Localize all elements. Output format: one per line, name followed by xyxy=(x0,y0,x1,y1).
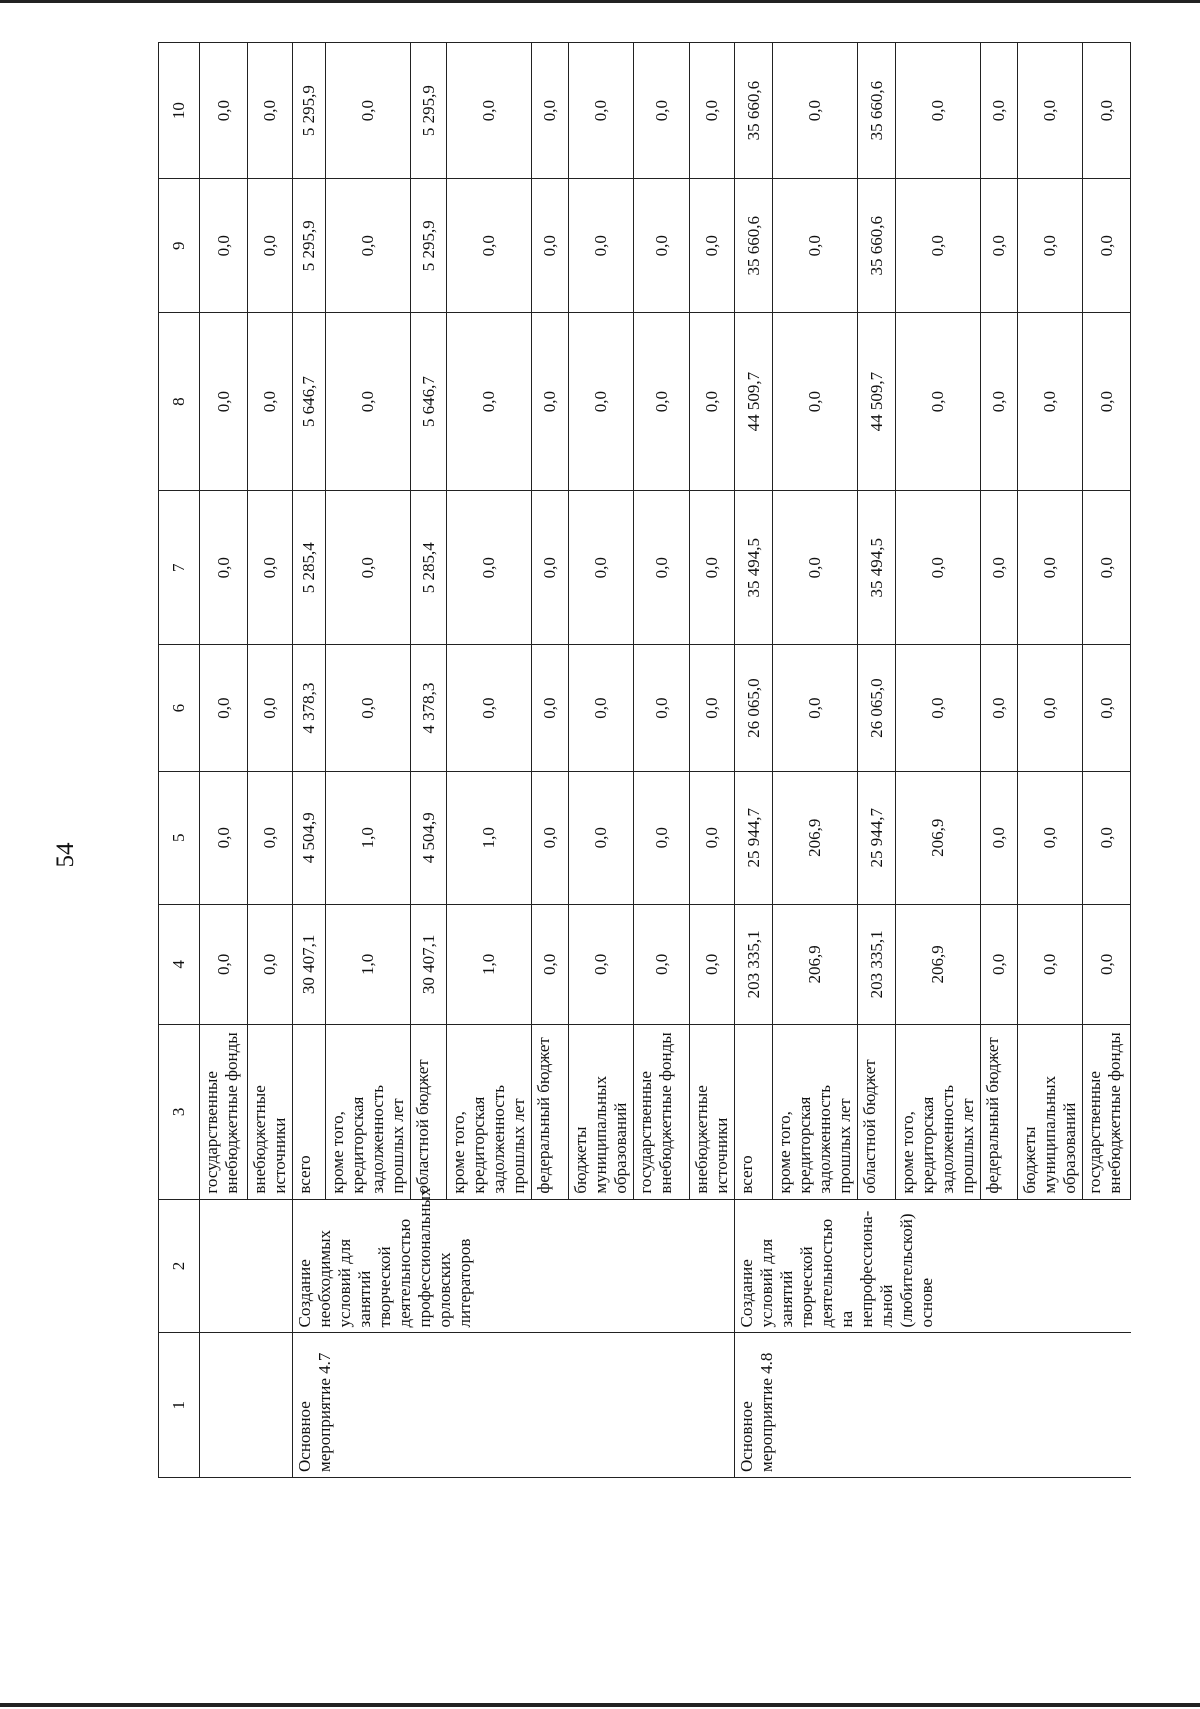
value-cell: 4 504,9 xyxy=(411,771,447,904)
value-cell: 0,0 xyxy=(634,904,690,1025)
value-cell: 0,0 xyxy=(248,179,293,313)
value-cell: 0,0 xyxy=(896,179,981,313)
funding-source-cell: всего xyxy=(293,1025,326,1199)
value-cell: 5 295,9 xyxy=(293,179,326,313)
page-number: 54 xyxy=(52,842,79,868)
value-cell: 0,0 xyxy=(896,313,981,491)
value-cell: 4 378,3 xyxy=(411,645,447,772)
value-cell: 0,0 xyxy=(326,179,411,313)
value-cell: 1,0 xyxy=(447,771,532,904)
value-cell: 0,0 xyxy=(200,491,248,645)
funding-source-cell: государственные внебюджетные фонды xyxy=(200,1025,248,1199)
header-col-4: 4 xyxy=(159,904,200,1025)
value-cell: 1,0 xyxy=(326,904,411,1025)
table-row xyxy=(735,43,773,1478)
value-cell: 0,0 xyxy=(447,491,532,645)
funding-source-cell: бюджеты муниципальных образований xyxy=(569,1025,634,1199)
value-cell: 0,0 xyxy=(1018,645,1083,772)
value-cell: 0,0 xyxy=(569,904,634,1025)
event-description-cell xyxy=(200,1199,293,1333)
value-cell: 0,0 xyxy=(200,771,248,904)
value-cell: 0,0 xyxy=(200,904,248,1025)
value-cell: 30 407,1 xyxy=(293,904,326,1025)
funding-source-cell: государственные внебюджетные фонды xyxy=(634,1025,690,1199)
value-cell: 44 509,7 xyxy=(735,313,773,491)
value-cell: 0,0 xyxy=(690,491,735,645)
value-cell: 25 944,7 xyxy=(858,771,896,904)
top-scan-border xyxy=(0,0,1200,3)
value-cell: 0,0 xyxy=(690,771,735,904)
value-cell: 0,0 xyxy=(569,43,634,179)
value-cell: 206,9 xyxy=(896,771,981,904)
value-cell: 0,0 xyxy=(532,313,569,491)
value-cell: 0,0 xyxy=(532,179,569,313)
value-cell: 1,0 xyxy=(447,904,532,1025)
value-cell: 0,0 xyxy=(896,645,981,772)
value-cell: 0,0 xyxy=(248,491,293,645)
value-cell: 0,0 xyxy=(773,313,858,491)
header-col-10: 10 xyxy=(159,43,200,179)
table-row xyxy=(293,43,326,1478)
table-row xyxy=(200,43,248,1478)
value-cell: 0,0 xyxy=(569,491,634,645)
value-cell: 26 065,0 xyxy=(735,645,773,772)
event-cell: Основное мероприятие 4.7 xyxy=(293,1333,735,1478)
value-cell: 0,0 xyxy=(200,179,248,313)
value-cell: 0,0 xyxy=(326,491,411,645)
value-cell: 0,0 xyxy=(981,904,1018,1025)
value-cell: 5 646,7 xyxy=(411,313,447,491)
header-col-5: 5 xyxy=(159,771,200,904)
funding-source-cell: внебюджетные источники xyxy=(690,1025,735,1199)
funding-source-cell: федеральный бюджет xyxy=(532,1025,569,1199)
value-cell: 0,0 xyxy=(532,904,569,1025)
value-cell: 0,0 xyxy=(773,43,858,179)
value-cell: 35 660,6 xyxy=(858,179,896,313)
value-cell: 0,0 xyxy=(1083,43,1131,179)
value-cell: 203 335,1 xyxy=(735,904,773,1025)
value-cell: 0,0 xyxy=(447,179,532,313)
value-cell: 0,0 xyxy=(1018,43,1083,179)
value-cell: 35 660,6 xyxy=(858,43,896,179)
value-cell: 30 407,1 xyxy=(411,904,447,1025)
value-cell: 0,0 xyxy=(634,491,690,645)
value-cell: 0,0 xyxy=(1018,179,1083,313)
value-cell: 0,0 xyxy=(326,43,411,179)
header-col-7: 7 xyxy=(159,491,200,645)
header-col-2: 2 xyxy=(159,1199,200,1333)
value-cell: 206,9 xyxy=(896,904,981,1025)
value-cell: 0,0 xyxy=(690,43,735,179)
value-cell: 0,0 xyxy=(1083,645,1131,772)
value-cell: 0,0 xyxy=(896,491,981,645)
value-cell: 0,0 xyxy=(1083,313,1131,491)
funding-source-cell: всего xyxy=(735,1025,773,1199)
value-cell: 0,0 xyxy=(326,645,411,772)
value-cell: 0,0 xyxy=(773,179,858,313)
funding-source-cell: государственные внебюджетные фонды xyxy=(1083,1025,1131,1199)
value-cell: 0,0 xyxy=(200,645,248,772)
funding-source-cell: кроме того, кредиторская задолженность прошлых лет xyxy=(896,1025,981,1199)
value-cell: 206,9 xyxy=(773,904,858,1025)
value-cell: 35 660,6 xyxy=(735,179,773,313)
budget-table xyxy=(158,42,1131,1478)
funding-source-cell: внебюджетные источники xyxy=(248,1025,293,1199)
value-cell: 0,0 xyxy=(1018,313,1083,491)
value-cell: 25 944,7 xyxy=(735,771,773,904)
value-cell: 0,0 xyxy=(981,43,1018,179)
value-cell: 206,9 xyxy=(773,771,858,904)
value-cell: 0,0 xyxy=(248,645,293,772)
value-cell: 0,0 xyxy=(532,645,569,772)
value-cell: 35 660,6 xyxy=(735,43,773,179)
value-cell: 5 295,9 xyxy=(293,43,326,179)
value-cell: 0,0 xyxy=(773,491,858,645)
funding-source-cell: бюджеты муниципальных образований xyxy=(1018,1025,1083,1199)
value-cell: 0,0 xyxy=(248,771,293,904)
value-cell: 0,0 xyxy=(896,43,981,179)
value-cell: 0,0 xyxy=(248,43,293,179)
value-cell: 5 285,4 xyxy=(293,491,326,645)
value-cell: 0,0 xyxy=(690,179,735,313)
event-description-cell: Создание условий для занятий творческой деятельностью на непрофессиона-льной (любительской) основе xyxy=(735,1199,1131,1333)
funding-source-cell: кроме того, кредиторская задолженность прошлых лет xyxy=(326,1025,411,1199)
bottom-scan-border xyxy=(0,1703,1200,1707)
value-cell: 0,0 xyxy=(569,645,634,772)
value-cell: 4 378,3 xyxy=(293,645,326,772)
value-cell: 26 065,0 xyxy=(858,645,896,772)
value-cell: 0,0 xyxy=(1018,771,1083,904)
value-cell: 0,0 xyxy=(569,179,634,313)
value-cell: 0,0 xyxy=(1018,904,1083,1025)
value-cell: 0,0 xyxy=(248,904,293,1025)
event-cell: Основное мероприятие 4.8 xyxy=(735,1333,1131,1478)
value-cell: 0,0 xyxy=(773,645,858,772)
value-cell: 0,0 xyxy=(1083,904,1131,1025)
value-cell: 5 295,9 xyxy=(411,43,447,179)
funding-source-cell: областной бюджет xyxy=(858,1025,896,1199)
value-cell: 0,0 xyxy=(634,313,690,491)
header-col-1: 1 xyxy=(159,1333,200,1478)
value-cell: 0,0 xyxy=(447,313,532,491)
value-cell: 0,0 xyxy=(532,491,569,645)
header-row xyxy=(159,43,200,1478)
header-col-9: 9 xyxy=(159,179,200,313)
header-col-3: 3 xyxy=(159,1025,200,1199)
value-cell: 4 504,9 xyxy=(293,771,326,904)
value-cell: 35 494,5 xyxy=(735,491,773,645)
funding-source-cell: кроме того, кредиторская задолженность прошлых лет xyxy=(773,1025,858,1199)
value-cell: 0,0 xyxy=(1083,771,1131,904)
value-cell: 0,0 xyxy=(981,491,1018,645)
value-cell: 5 646,7 xyxy=(293,313,326,491)
value-cell: 0,0 xyxy=(569,771,634,904)
value-cell: 5 285,4 xyxy=(411,491,447,645)
value-cell: 0,0 xyxy=(981,179,1018,313)
value-cell: 0,0 xyxy=(1083,491,1131,645)
value-cell: 0,0 xyxy=(326,313,411,491)
value-cell: 0,0 xyxy=(1018,491,1083,645)
value-cell: 0,0 xyxy=(447,645,532,772)
header-col-8: 8 xyxy=(159,313,200,491)
value-cell: 0,0 xyxy=(200,313,248,491)
funding-source-cell: областной бюджет xyxy=(411,1025,447,1199)
rotated-table-container xyxy=(158,42,1124,1478)
value-cell: 0,0 xyxy=(634,179,690,313)
value-cell: 0,0 xyxy=(634,771,690,904)
funding-source-cell: федеральный бюджет xyxy=(981,1025,1018,1199)
value-cell: 0,0 xyxy=(690,313,735,491)
value-cell: 44 509,7 xyxy=(858,313,896,491)
value-cell: 0,0 xyxy=(248,313,293,491)
value-cell: 203 335,1 xyxy=(858,904,896,1025)
event-cell xyxy=(200,1333,293,1478)
value-cell: 1,0 xyxy=(326,771,411,904)
value-cell: 0,0 xyxy=(200,43,248,179)
value-cell: 0,0 xyxy=(981,771,1018,904)
value-cell: 0,0 xyxy=(532,771,569,904)
value-cell: 0,0 xyxy=(981,645,1018,772)
value-cell: 0,0 xyxy=(634,43,690,179)
header-col-6: 6 xyxy=(159,645,200,772)
value-cell: 0,0 xyxy=(1083,179,1131,313)
value-cell: 0,0 xyxy=(690,904,735,1025)
value-cell: 5 295,9 xyxy=(411,179,447,313)
value-cell: 35 494,5 xyxy=(858,491,896,645)
value-cell: 0,0 xyxy=(981,313,1018,491)
value-cell: 0,0 xyxy=(447,43,532,179)
funding-source-cell: кроме того, кредиторская задолженность прошлых лет xyxy=(447,1025,532,1199)
value-cell: 0,0 xyxy=(569,313,634,491)
event-description-cell: Создание необходимых условий для занятий творческой деятельностью профессиональных орловских литераторов xyxy=(293,1199,735,1333)
value-cell: 0,0 xyxy=(690,645,735,772)
value-cell: 0,0 xyxy=(532,43,569,179)
value-cell: 0,0 xyxy=(634,645,690,772)
